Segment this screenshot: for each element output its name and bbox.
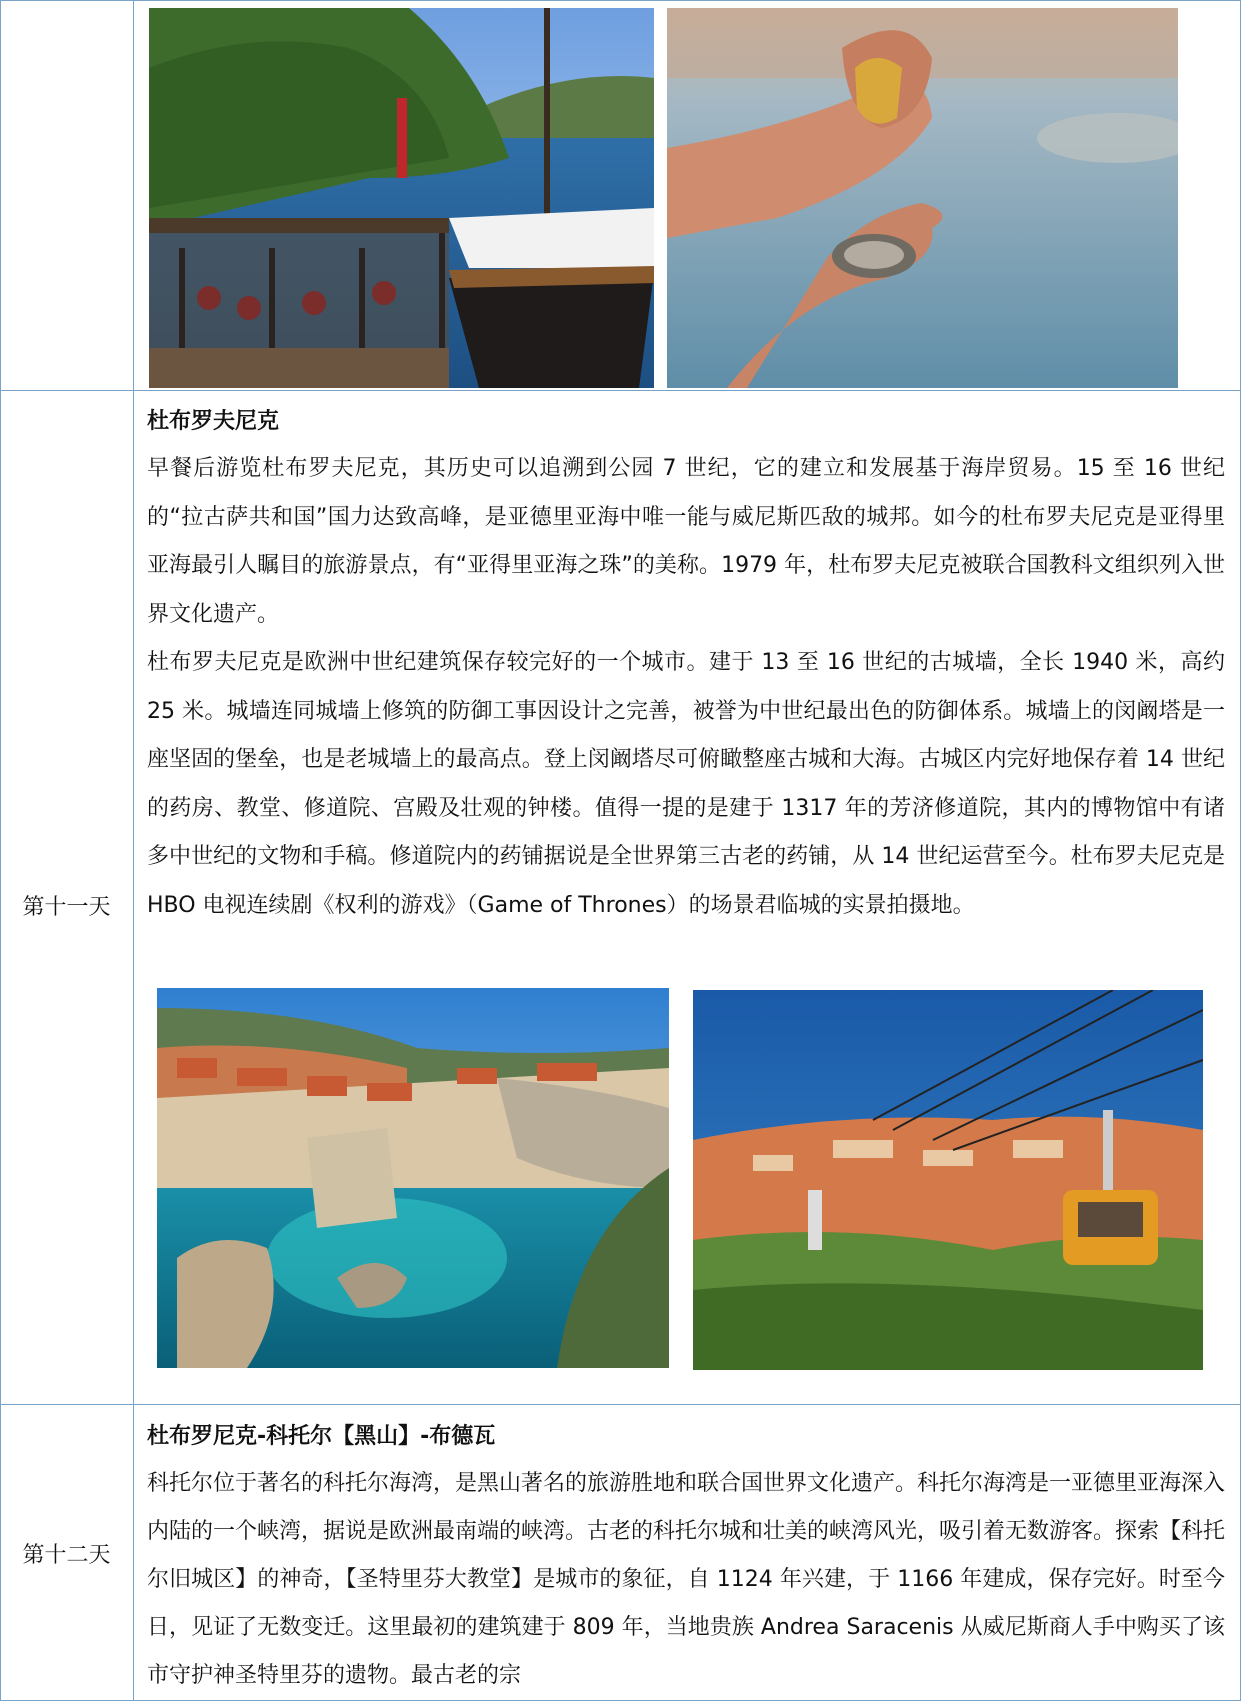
day11-label: 第十一天 <box>22 895 111 920</box>
boat-dock-photo <box>149 8 654 388</box>
row-divider <box>0 390 1241 391</box>
day11-title: 杜布罗夫尼克 <box>147 409 280 434</box>
day11-paragraph-2: 杜布罗夫尼克是欧洲中世纪建筑保存较完好的一个城市。建于 13 至 16 世纪的古城墙，全长 1940 米，高约 25 米。城墙连同城墙上修筑的防御工事因设计之完善，被誉为中世纪最出色的防御体系。城墙上的闵阚塔是一座坚固的堡垒，也是老城墙上的最高点。登上闵阚塔尽可俯瞰整座古城和大海。古城区内完好地保存着 14 世纪的药房、教堂、修道院、宫殿及壮观的钟楼。值得一提的是建于 1317 年的芳济修道院，其内的博物馆中有诸多中世纪的文物和手稿。修道院内的药铺据说是全世界第三古老的药铺，从 14 世纪运营至今。杜布罗夫尼克是 HBO 电视连续剧《权利的游戏》（Game of Thrones）的场景君临城的实景拍摄地。 <box>147 650 1225 918</box>
day11-paragraph-1: 早餐后游览杜布罗夫尼克，其历史可以追溯到公园 7 世纪，它的建立和发展基于海岸贸易。15 至 16 世纪的“拉古萨共和国”国力达致高峰，是亚德里亚海中唯一能与威尼斯匹敌的城邦。如今的杜布罗夫尼克是亚得里亚海最引人瞩目的旅游景点，有“亚得里亚海之珠”的美称。1979 年，杜布罗夫尼克被联合国教科文组织列入世界文化遗产。 <box>147 456 1225 627</box>
dubrovnik-walls-photo <box>157 988 669 1368</box>
day11-content <box>147 399 1225 930</box>
day12-content <box>147 1414 1225 1700</box>
day12-paragraph-1: 科托尔位于著名的科托尔海湾，是黑山著名的旅游胜地和联合国世界文化遗产。科托尔海湾是一亚德里亚海深入内陆的一个峡湾，据说是欧洲最南端的峡湾。古老的科托尔城和壮美的峡湾风光，吸引着无数游客。探索【科托尔旧城区】的神奇，【圣特里芬大教堂】是城市的象征，自 1124 年兴建，于 1166 年建成，保存完好。时至今日，见证了无数变迁。这里最初的建筑建于 809 年，当地贵族 Andrea Saracenis 从威尼斯商人手中购买了该市守护神圣特里芬的遗物。最古老的宗 <box>147 1471 1226 1688</box>
row-divider <box>0 1404 1241 1405</box>
dubrovnik-cable-car-photo <box>693 990 1203 1370</box>
column-divider <box>133 0 134 1701</box>
oyster-photo <box>667 8 1178 388</box>
day12-label: 第十二天 <box>22 1543 111 1568</box>
day12-title: 杜布罗尼克-科托尔【黑山】-布德瓦 <box>147 1424 496 1449</box>
